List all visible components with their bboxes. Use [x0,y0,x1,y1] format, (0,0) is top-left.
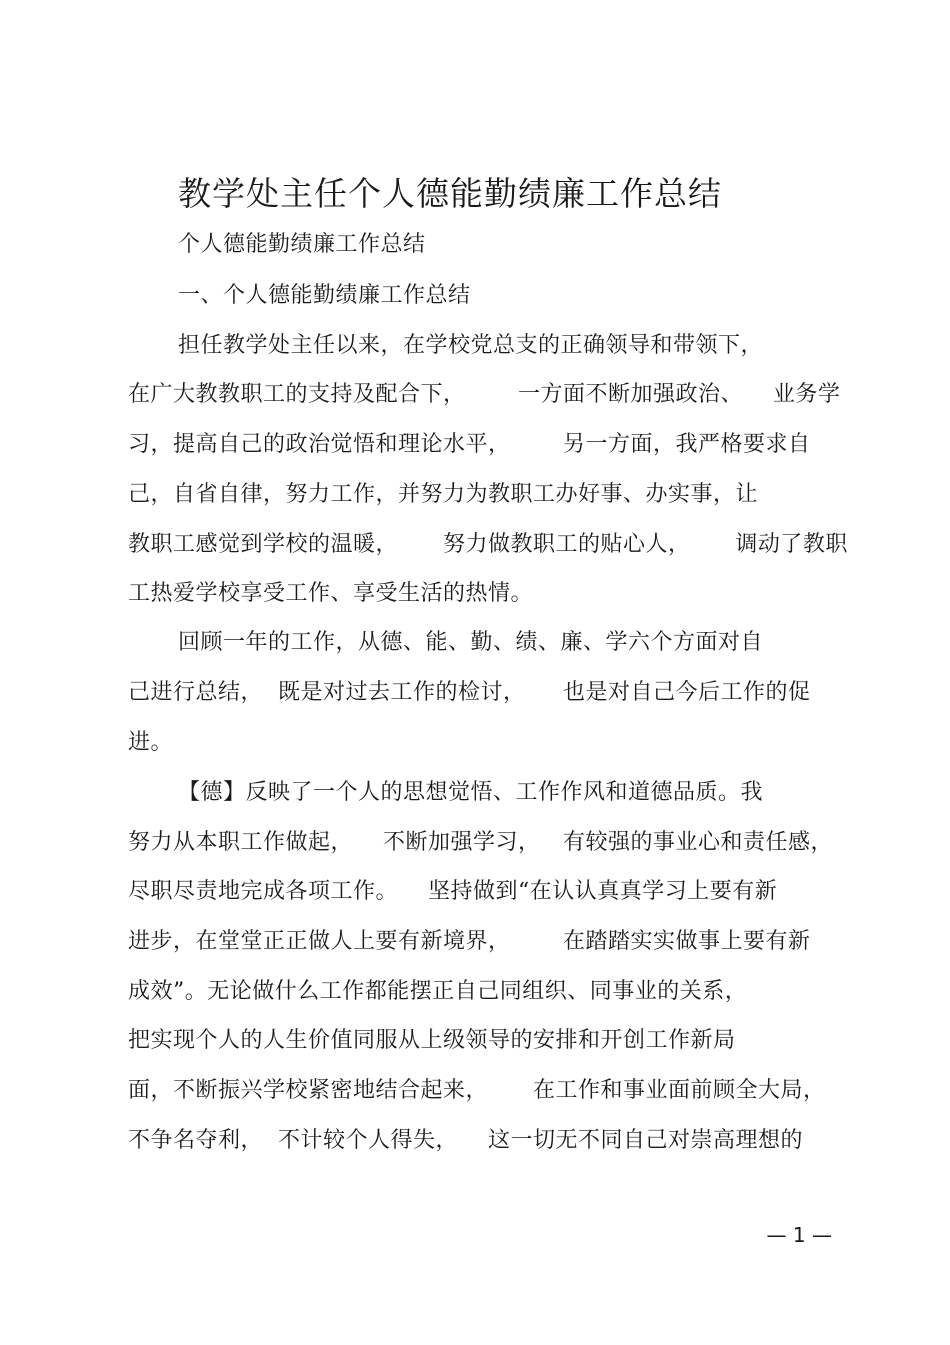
paragraph-line: 回顾一年的工作，从德、能、勤、绩、廉、学六个方面对自 [178,630,764,655]
paragraph-line: 己进行总结， 既是对过去工作的检讨， 也是对自己今后工作的促 [128,680,811,705]
paragraph-line: 面，不断振兴学校紧密地结合起来， 在工作和事业面前顾全大局， [128,1078,826,1103]
paragraph-line: 习，提高自己的政治觉悟和理论水平， 另一方面，我严格要求自 [128,432,811,457]
paragraph-line: 己，自省自律，努力工作，并努力为教职工办好事、办实事，让 [128,482,759,507]
paragraph-line: 【德】反映了一个人的思想觉悟、工作作风和道德品质。我 [178,780,764,805]
paragraph-line: 尽职尽责地完成各项工作。 坚持做到“在认认真真学习上要有新 [128,879,778,904]
document-title: 教学处主任个人德能勤绩廉工作总结 [178,174,722,213]
page-number: — 1 — [766,1223,832,1247]
subtitle-line: 个人德能勤绩廉工作总结 [178,232,426,257]
paragraph-line: 教职工感觉到学校的温暖， 努力做教职工的贴心人， 调动了教职 [128,532,848,557]
paragraph-line: 把实现个人的人生价值同服从上级领导的安排和开创工作新局 [128,1028,736,1053]
paragraph-line: 成效”。无论做什么工作都能摆正自己同组织、同事业的关系， [128,979,748,1004]
paragraph-line: 不争名夺利， 不计较个人得失， 这一切无不同自己对崇高理想的 [128,1128,803,1153]
section-heading: 一、个人德能勤绩廉工作总结 [178,283,471,308]
paragraph-line: 进步，在堂堂正正做人上要有新境界， 在踏踏实实做事上要有新 [128,929,811,954]
paragraph-line: 努力从本职工作做起， 不断加强学习， 有较强的事业心和责任感， [128,830,833,855]
paragraph-line: 进。 [128,730,174,755]
paragraph-line: 担任教学处主任以来，在学校党总支的正确领导和带领下， [178,333,764,358]
paragraph-line: 工热爱学校享受工作、享受生活的热情。 [128,581,534,606]
paragraph-line: 在广大教教职工的支持及配合下， 一方面不断加强政治、 业务学 [128,382,841,407]
